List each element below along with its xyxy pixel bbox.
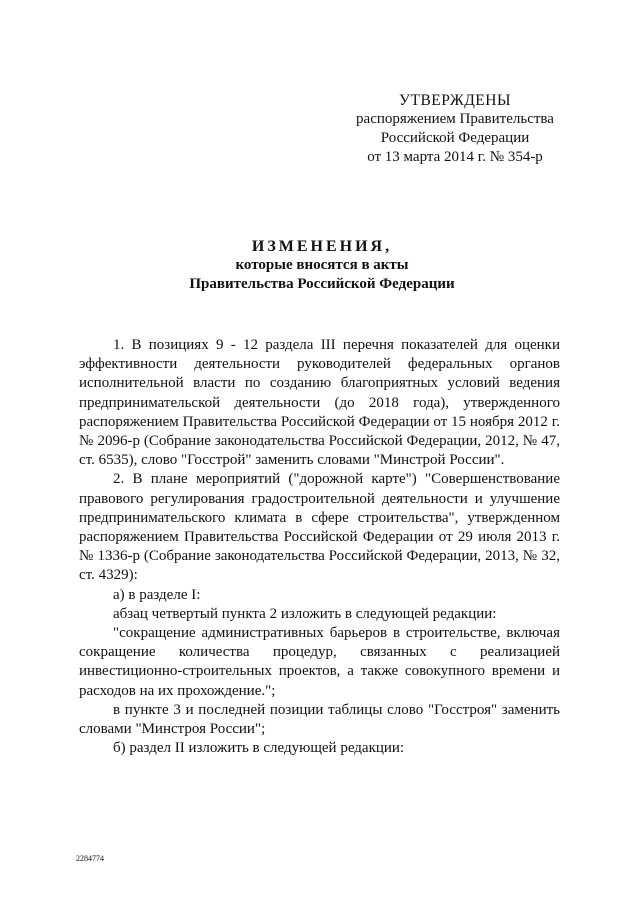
document-body xyxy=(79,336,560,758)
approval-title: УТВЕРЖДЕНЫ xyxy=(399,92,511,109)
document-code: 2284774 xyxy=(76,854,104,863)
paragraph-quote: "сокращение административных барьеров в строительстве, включая сокращение количества процедур, связанных с реализацией инвестиционно-строительных проектов, а также совокупного времени и расходов на их прохождение."; xyxy=(79,625,560,699)
heading-line-2: Правительства Российской Федерации xyxy=(189,276,455,292)
document-heading xyxy=(80,237,564,294)
paragraph-replacement: в пункте 3 и последней позиции таблицы слово "Госстроя" заменить словами "Минстроя России"; xyxy=(79,701,560,738)
approval-line-1: распоряжением Правительства xyxy=(356,111,554,127)
paragraph-subitem-a: а) в разделе I: xyxy=(113,586,201,603)
heading-line-1: которые вносятся в акты xyxy=(235,257,409,273)
paragraph-instruction: абзац четвертый пункта 2 изложить в следующей редакции: xyxy=(113,605,497,622)
approval-block xyxy=(340,91,570,167)
paragraph-subitem-b: б) раздел II изложить в следующей редакции: xyxy=(113,740,405,757)
approval-line-2: Российской Федерации xyxy=(380,130,530,146)
approval-line-3: от 13 марта 2014 г. № 354-р xyxy=(367,149,543,165)
heading-title: ИЗМЕНЕНИЯ, xyxy=(251,238,393,255)
paragraph-item-1: 1. В позициях 9 - 12 раздела III перечня показателей для оценки эффективности деятельности руководителей федеральных органов исполнительной власти по созданию благоприятных условий ведения предпринимательской деятельности (до 2018 года), утвержденного распоряжением Правительства Российской Федерации от 15 ноября 2012 г. № 2096-р (Собрание законодательства Российской Федерации, 2012, № 47, ст. 6535), слово "Госстрой" заменить словами "Минстрой России". xyxy=(79,337,560,469)
paragraph-item-2: 2. В плане мероприятий ("дорожной карте") "Совершенствование правового регулирования градостроительной деятельности и улучшение предпринимательского климата в сфере строительства", утвержденном распоряжением Правительства Российской Федерации от 29 июля 2013 г. № 1336-р (Собрание законодательства Российской Федерации, 2013, № 32, ст. 4329): xyxy=(79,471,560,584)
